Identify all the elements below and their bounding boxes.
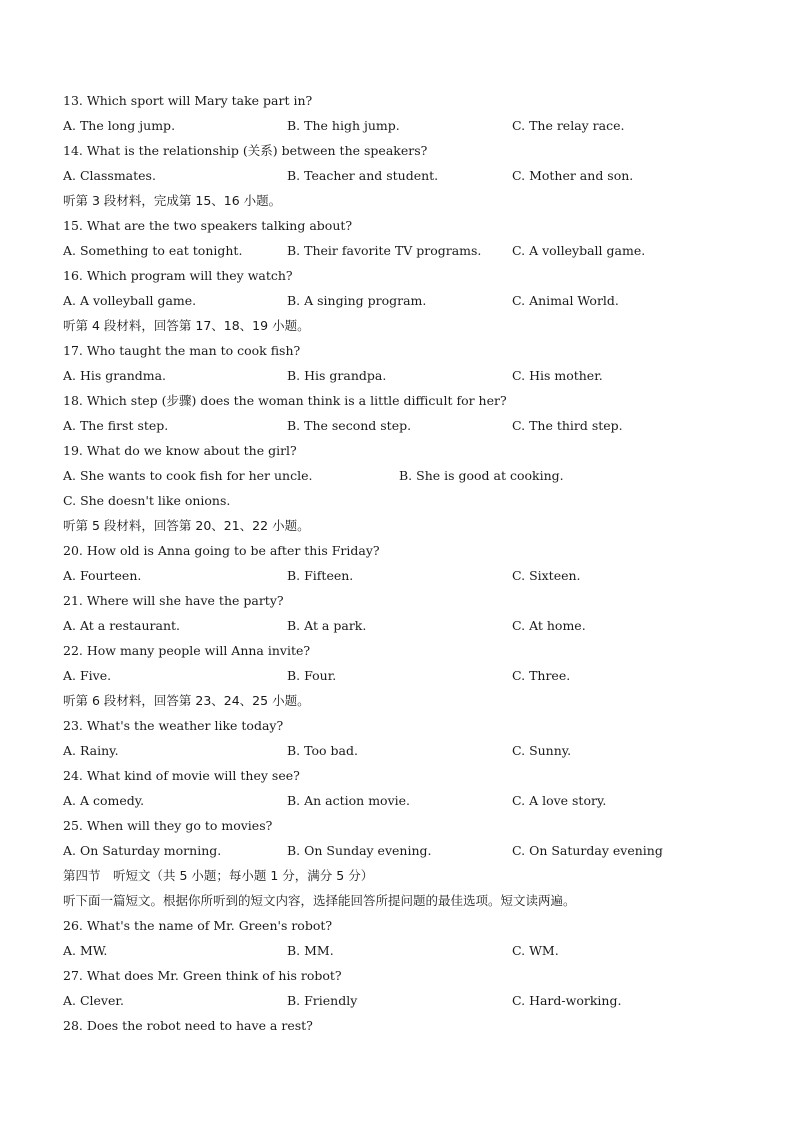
options-21 [63, 613, 743, 638]
options-17 [63, 363, 743, 388]
options-24 [63, 788, 743, 813]
question-17: 17. Who taught the man to cook fish? [63, 343, 301, 358]
option-b: B. Four. [287, 668, 337, 683]
option-a: A. The long jump. [63, 118, 176, 133]
option-b: B. Too bad. [287, 743, 358, 758]
option-a: A. At a restaurant. [63, 618, 180, 633]
option-b: B. Their favorite TV programs. [287, 243, 482, 258]
option-b: B. An action movie. [287, 793, 411, 808]
options-23 [63, 738, 743, 763]
option-a: A. On Saturday morning. [63, 843, 222, 858]
question-18: 18. Which step (步骤) does the woman think is a little difficult for her? [63, 393, 507, 408]
option-c: C. Animal World. [512, 293, 619, 308]
question-19: 19. What do we know about the girl? [63, 443, 297, 458]
question-14: 14. What is the relationship (关系) between the speakers? [63, 143, 428, 158]
options-13 [63, 113, 743, 138]
question-16: 16. Which program will they watch? [63, 268, 293, 283]
options-14 [63, 163, 743, 188]
section-heading-6: 听第 6 段材料，回答第 23、24、25 小题。 [63, 693, 310, 708]
option-a: A. Classmates. [63, 168, 156, 183]
option-a: A. Something to eat tonight. [63, 243, 243, 258]
option-c: C. Three. [512, 668, 571, 683]
option-b: B. On Sunday evening. [287, 843, 432, 858]
options-16 [63, 288, 743, 313]
option-a: A. The first step. [63, 418, 169, 433]
option-c: C. A volleyball game. [512, 243, 646, 258]
options-18 [63, 413, 743, 438]
option-c: C. His mother. [512, 368, 603, 383]
option-b: B. A singing program. [287, 293, 427, 308]
option-c: C. Hard-working. [512, 993, 622, 1008]
question-23: 23. What's the weather like today? [63, 718, 284, 733]
question-20: 20. How old is Anna going to be after this Friday? [63, 543, 380, 558]
option-b: B. She is good at cooking. [399, 468, 564, 483]
option-c: C. Sunny. [512, 743, 572, 758]
question-15: 15. What are the two speakers talking about? [63, 218, 353, 233]
question-26: 26. What's the name of Mr. Green's robot? [63, 918, 333, 933]
section-heading-4: 听第 4 段材料，回答第 17、18、19 小题。 [63, 318, 310, 333]
option-c: C. The third step. [512, 418, 623, 433]
question-21: 21. Where will she have the party? [63, 593, 284, 608]
option-a: A. Clever. [63, 993, 124, 1008]
options-26 [63, 938, 743, 963]
question-13: 13. Which sport will Mary take part in? [63, 93, 313, 108]
option-c: C. The relay race. [512, 118, 625, 133]
option-a: A. Fourteen. [63, 568, 142, 583]
option-a: A. A comedy. [63, 793, 145, 808]
option-c-19: C. She doesn't like onions. [63, 493, 231, 508]
option-b: B. Teacher and student. [287, 168, 439, 183]
option-c: C. Mother and son. [512, 168, 634, 183]
option-a: A. Rainy. [63, 743, 119, 758]
option-b: B. At a park. [287, 618, 367, 633]
option-c: C. At home. [512, 618, 586, 633]
option-c: C. Sixteen. [512, 568, 581, 583]
option-a: A. A volleyball game. [63, 293, 197, 308]
option-c: C. WM. [512, 943, 559, 958]
question-24: 24. What kind of movie will they see? [63, 768, 300, 783]
document-page [63, 88, 743, 1038]
option-b: B. MM. [287, 943, 334, 958]
part-four-instructions: 听下面一篇短文。根据你所听到的短文内容，选择能回答所提问题的最佳选项。短文读两遍。 [63, 893, 576, 908]
option-b: B. His grandpa. [287, 368, 387, 383]
option-a: A. MW. [63, 943, 108, 958]
section-heading-5: 听第 5 段材料，回答第 20、21、22 小题。 [63, 518, 310, 533]
option-a: A. His grandma. [63, 368, 167, 383]
option-b: B. The high jump. [287, 118, 400, 133]
option-b: B. Friendly [287, 993, 358, 1008]
question-27: 27. What does Mr. Green think of his robot? [63, 968, 342, 983]
question-22: 22. How many people will Anna invite? [63, 643, 311, 658]
question-25: 25. When will they go to movies? [63, 818, 273, 833]
section-heading-3: 听第 3 段材料，完成第 15、16 小题。 [63, 193, 282, 208]
options-25 [63, 838, 743, 863]
option-a: A. She wants to cook fish for her uncle. [63, 468, 313, 483]
option-a: A. Five. [63, 668, 112, 683]
option-b: B. The second step. [287, 418, 412, 433]
options-19 [63, 463, 743, 488]
options-22 [63, 663, 743, 688]
question-28: 28. Does the robot need to have a rest? [63, 1018, 313, 1033]
option-b: B. Fifteen. [287, 568, 354, 583]
options-20 [63, 563, 743, 588]
option-c: C. On Saturday evening [512, 843, 663, 858]
option-c: C. A love story. [512, 793, 607, 808]
options-27 [63, 988, 743, 1013]
part-four-heading: 第四节 听短文（共 5 小题；每小题 1 分，满分 5 分） [63, 868, 374, 883]
options-15 [63, 238, 743, 263]
